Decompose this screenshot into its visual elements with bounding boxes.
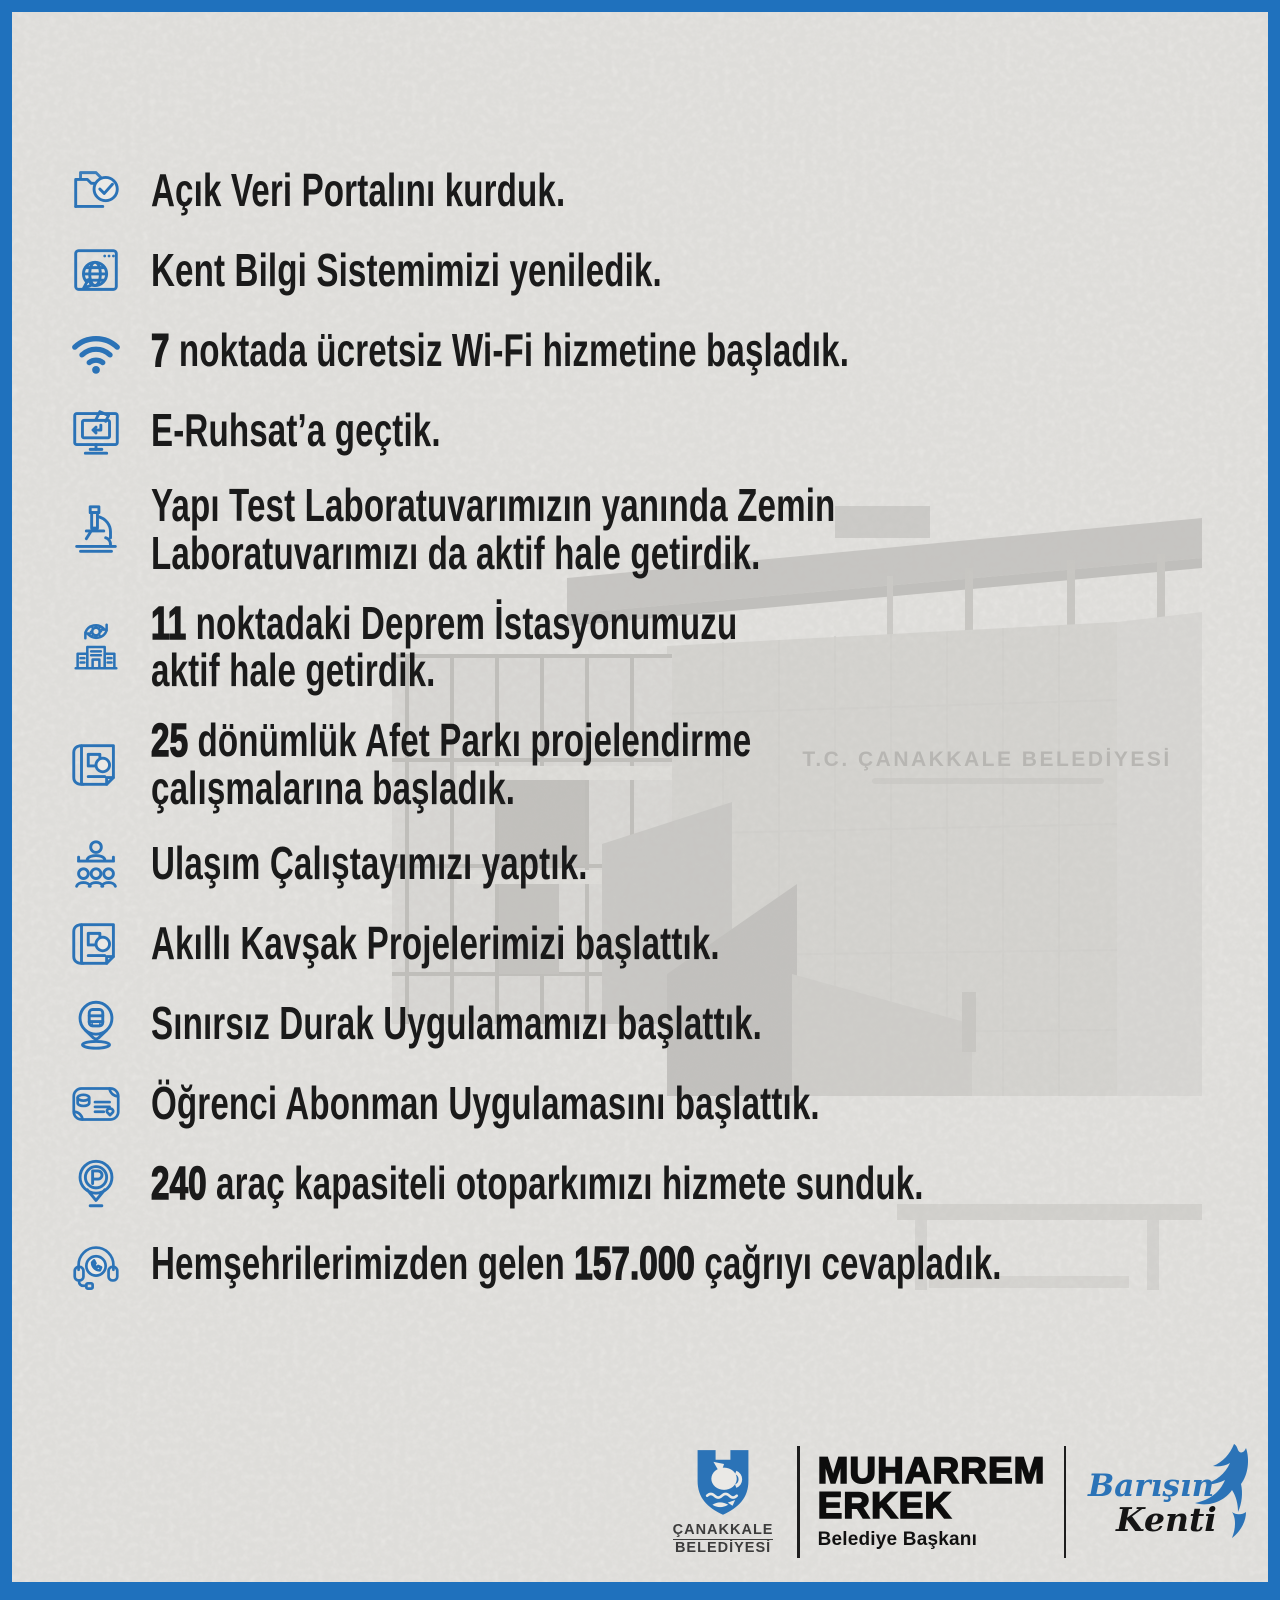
headset-call-icon: [67, 1235, 125, 1293]
workshop-people-icon: [67, 835, 125, 893]
list-item-text: 25 dönümlük Afet Parkı projelendirme çalışmalarına başladık.: [151, 714, 752, 815]
blueprint-icon: [67, 915, 125, 973]
browser-globe-icon: [67, 242, 125, 300]
list-item: [67, 402, 1067, 460]
list-item: [67, 995, 1067, 1053]
municipality-logo: [667, 1447, 779, 1557]
list-item-text: Ulaşım Çalıştayımızı yaptık.: [151, 837, 588, 890]
list-item: [67, 1155, 1067, 1213]
bus-pin-icon: [67, 995, 125, 1053]
achievement-list: [67, 162, 1067, 1293]
list-item-text: 240 araç kapasiteli otoparkımızı hizmete sunduk.: [151, 1157, 924, 1210]
list-item-text: Açık Veri Portalını kurduk.: [151, 164, 566, 217]
list-item: [67, 162, 1067, 220]
list-item-text: Kent Bilgi Sistemimizi yeniledik.: [151, 244, 662, 297]
municipality-name-line2: BELEDİYESİ: [673, 1539, 774, 1557]
slogan-line2: Kenti: [1116, 1500, 1217, 1539]
headset-call-icon: [67, 1235, 125, 1293]
list-item: [67, 596, 1067, 697]
municipality-name: [673, 1523, 774, 1557]
dove-icon: [1178, 1442, 1250, 1540]
footer-divider: [797, 1446, 800, 1558]
building-sign-text: T.C. ÇANAKKALE BELEDİYESİ: [802, 748, 1172, 771]
footer: [667, 1436, 1238, 1568]
list-item-text: 7 noktada ücretsiz Wi-Fi hizmetine başladık.: [151, 324, 850, 377]
blueprint-icon: [67, 736, 125, 794]
mayor-name-line2: ERKEK: [817, 1485, 953, 1526]
workshop-people-icon: [67, 835, 125, 893]
list-item: [67, 915, 1067, 973]
list-item-text: Akıllı Kavşak Projelerimizi başlattık.: [151, 917, 720, 970]
wifi-icon: [67, 322, 125, 380]
microscope-icon: [67, 501, 125, 559]
list-item-text: E-Ruhsat’a geçtik.: [151, 404, 441, 457]
travel-card-icon: [67, 1075, 125, 1133]
list-item-text: Sınırsız Durak Uygulamamızı başlattık.: [151, 997, 763, 1050]
mayor-name-line1: MUHARREM: [817, 1449, 1046, 1491]
parking-pin-icon: [67, 1155, 125, 1213]
folder-check-icon: [67, 162, 125, 220]
canakkale-shield-icon: [684, 1447, 762, 1519]
blueprint-icon: [67, 915, 125, 973]
mayor-block: [817, 1449, 1046, 1551]
list-item: [67, 714, 1067, 815]
microscope-icon: [67, 501, 125, 559]
building-gear-icon: [67, 618, 125, 676]
e-permit-monitor-icon: [67, 402, 125, 460]
list-item: [67, 322, 1067, 380]
list-item-text: 11 noktadaki Deprem İstasyonumuzu aktif hale getirdik.: [151, 596, 738, 697]
wifi-icon: [67, 322, 125, 380]
browser-globe-icon: [67, 242, 125, 300]
list-item-text: Hemşehrilerimizden gelen 157.000 çağrıyı cevapladık.: [151, 1237, 1002, 1290]
blueprint-icon: [67, 736, 125, 794]
parking-pin-icon: [67, 1155, 125, 1213]
building-gear-icon: [67, 618, 125, 676]
bus-pin-icon: [67, 995, 125, 1053]
list-item: [67, 1075, 1067, 1133]
list-item: [67, 835, 1067, 893]
mayor-title: Belediye Başkanı: [817, 1529, 978, 1551]
list-item: [67, 1235, 1067, 1293]
municipality-name-line1: ÇANAKKALE: [672, 1522, 774, 1539]
paper-background: [12, 12, 1268, 1582]
e-permit-monitor-icon: [67, 402, 125, 460]
travel-card-icon: [67, 1075, 125, 1133]
list-item: [67, 479, 1067, 579]
slogan-line1: Barışın: [1088, 1468, 1215, 1504]
footer-divider-2: [1064, 1446, 1067, 1558]
list-item-text: Yapı Test Laboratuvarımızın yanında Zemin Laboratuvarımızı da aktif hale getirdik.: [151, 479, 836, 579]
folder-check-icon: [67, 162, 125, 220]
list-item: [67, 242, 1067, 300]
slogan-block: [1088, 1442, 1238, 1562]
list-item-text: Öğrenci Abonman Uygulamasını başlattık.: [151, 1077, 820, 1130]
